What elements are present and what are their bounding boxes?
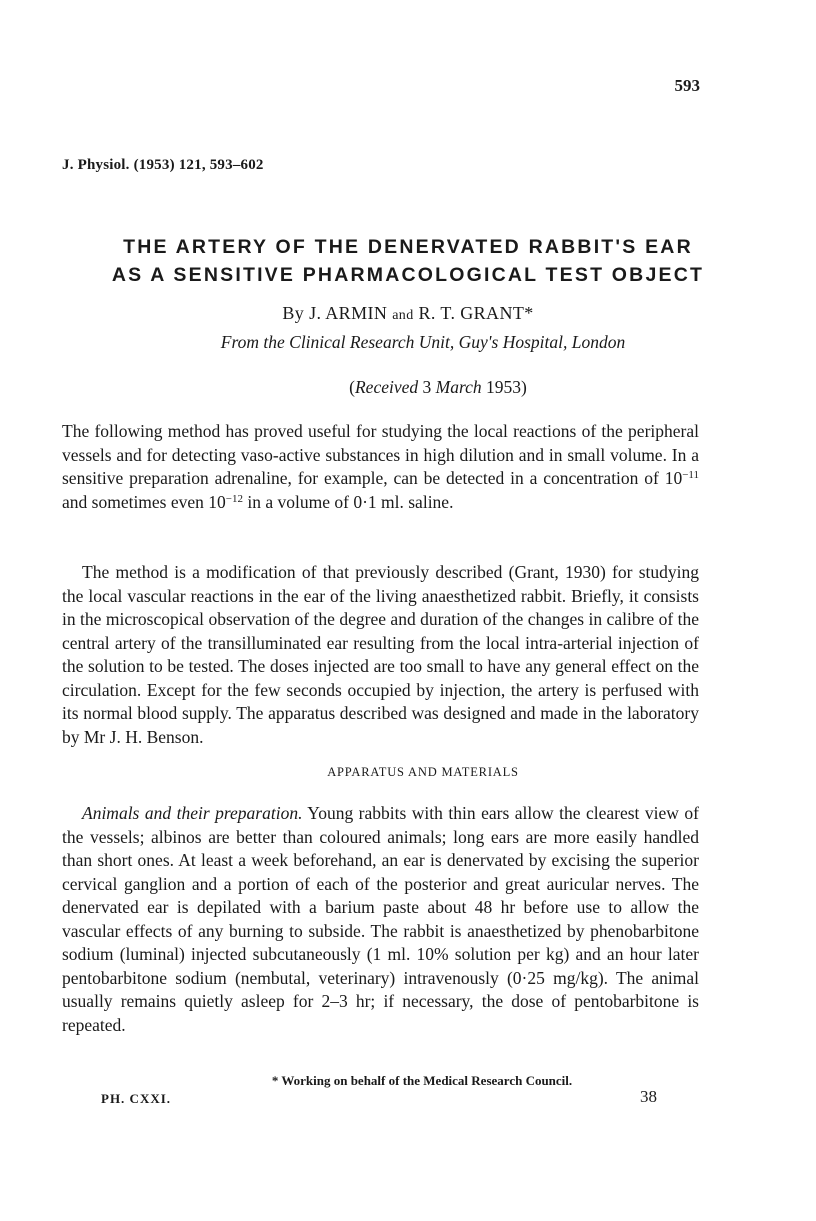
paragraph-intro xyxy=(62,420,699,514)
author-affiliation: From the Clinical Research Unit, Guy's Hospital, London xyxy=(220,332,626,352)
author-byline xyxy=(0,303,816,324)
sheet-number: 38 xyxy=(640,1087,657,1106)
received-month: March xyxy=(435,377,482,397)
paragraph-animals-heading: Animals and their preparation. xyxy=(82,803,303,823)
and-word: and xyxy=(392,308,414,323)
received-year: 1953 xyxy=(486,377,522,397)
article-title-line-2: AS A SENSITIVE PHARMACOLOGICAL TEST OBJECT xyxy=(111,264,705,286)
paragraph-method: The method is a modification of that previously described (Grant, 1930) for studying the local vascular reactions in the ear of the living anaesthetized rabbit. Briefly, it consists in the microscopical observation of the degree and duration of the changes in calibre of the central artery of the transilluminated ear resulting from the local intra-arterial injection of the solution to be tested. The doses injected are too small to have any general effect on the circulation. Except for the few seconds occupied by injection, the artery is perfused with its normal blood supply. The apparatus described was designed and made in the laboratory by Mr J. H. Benson. xyxy=(62,562,699,747)
received-date: (Received 3 March 1953) xyxy=(349,377,527,397)
page-number: 593 xyxy=(674,76,700,95)
received-label: Received xyxy=(354,377,419,397)
paragraph-intro-text-b: and sometimes even 10 xyxy=(62,491,226,512)
section-heading: APPARATUS AND MATERIALS xyxy=(327,765,519,779)
received-day: 3 xyxy=(422,377,432,397)
by-word: By xyxy=(282,303,305,323)
article-title xyxy=(0,233,816,289)
sheet-mark: PH. CXXI. xyxy=(101,1091,172,1106)
article-title-line-1: THE ARTERY OF THE DENERVATED RABBIT'S EAR xyxy=(123,236,693,258)
author-1: J. ARMIN xyxy=(309,303,388,323)
paragraph-animals-text: Young rabbits with thin ears allow the clearest view of the vessels; albinos are better than coloured animals; long ears are more easily handled than short ones. At least a week beforehand, an ear is denervated by excising the superior cervical ganglion and a portion of each of the posterior and great auricular nerves. The denervated ear is depilated with a barium paste about 48 hr before use to allow the vascular effects of any burning to subside. The rabbit is anaesthetized by phenobarbitone sodium (luminal) injected subcutaneously (1 ml. 10% solution per kg) and an hour later pentobarbitone sodium (nembutal, veterinary) intravenously (0·25 mg/kg). The animal usually remains quietly asleep for 2–3 hr; if necessary, the dose of pentobarbitone is repeated. xyxy=(62,803,699,1035)
footnote: * Working on behalf of the Medical Research Council. xyxy=(271,1073,573,1088)
exponent-minus-11: −11 xyxy=(682,469,699,481)
paragraph-intro-text-a: The following method has proved useful for studying the local reactions of the peripheral vessels and for detecting vaso-active substances in high dilution and in small volume. In a sensitive preparation adrenaline, for example, can be detected in a concentration of 10 xyxy=(62,421,699,488)
journal-citation: J. Physiol. (1953) 121, 593–602 xyxy=(62,157,264,173)
paragraph-intro-text-c: in a volume of 0·1 ml. saline. xyxy=(243,491,454,512)
paragraph-animals xyxy=(62,802,699,1037)
exponent-minus-12: −12 xyxy=(225,492,243,505)
author-2: R. T. GRANT* xyxy=(418,303,534,323)
